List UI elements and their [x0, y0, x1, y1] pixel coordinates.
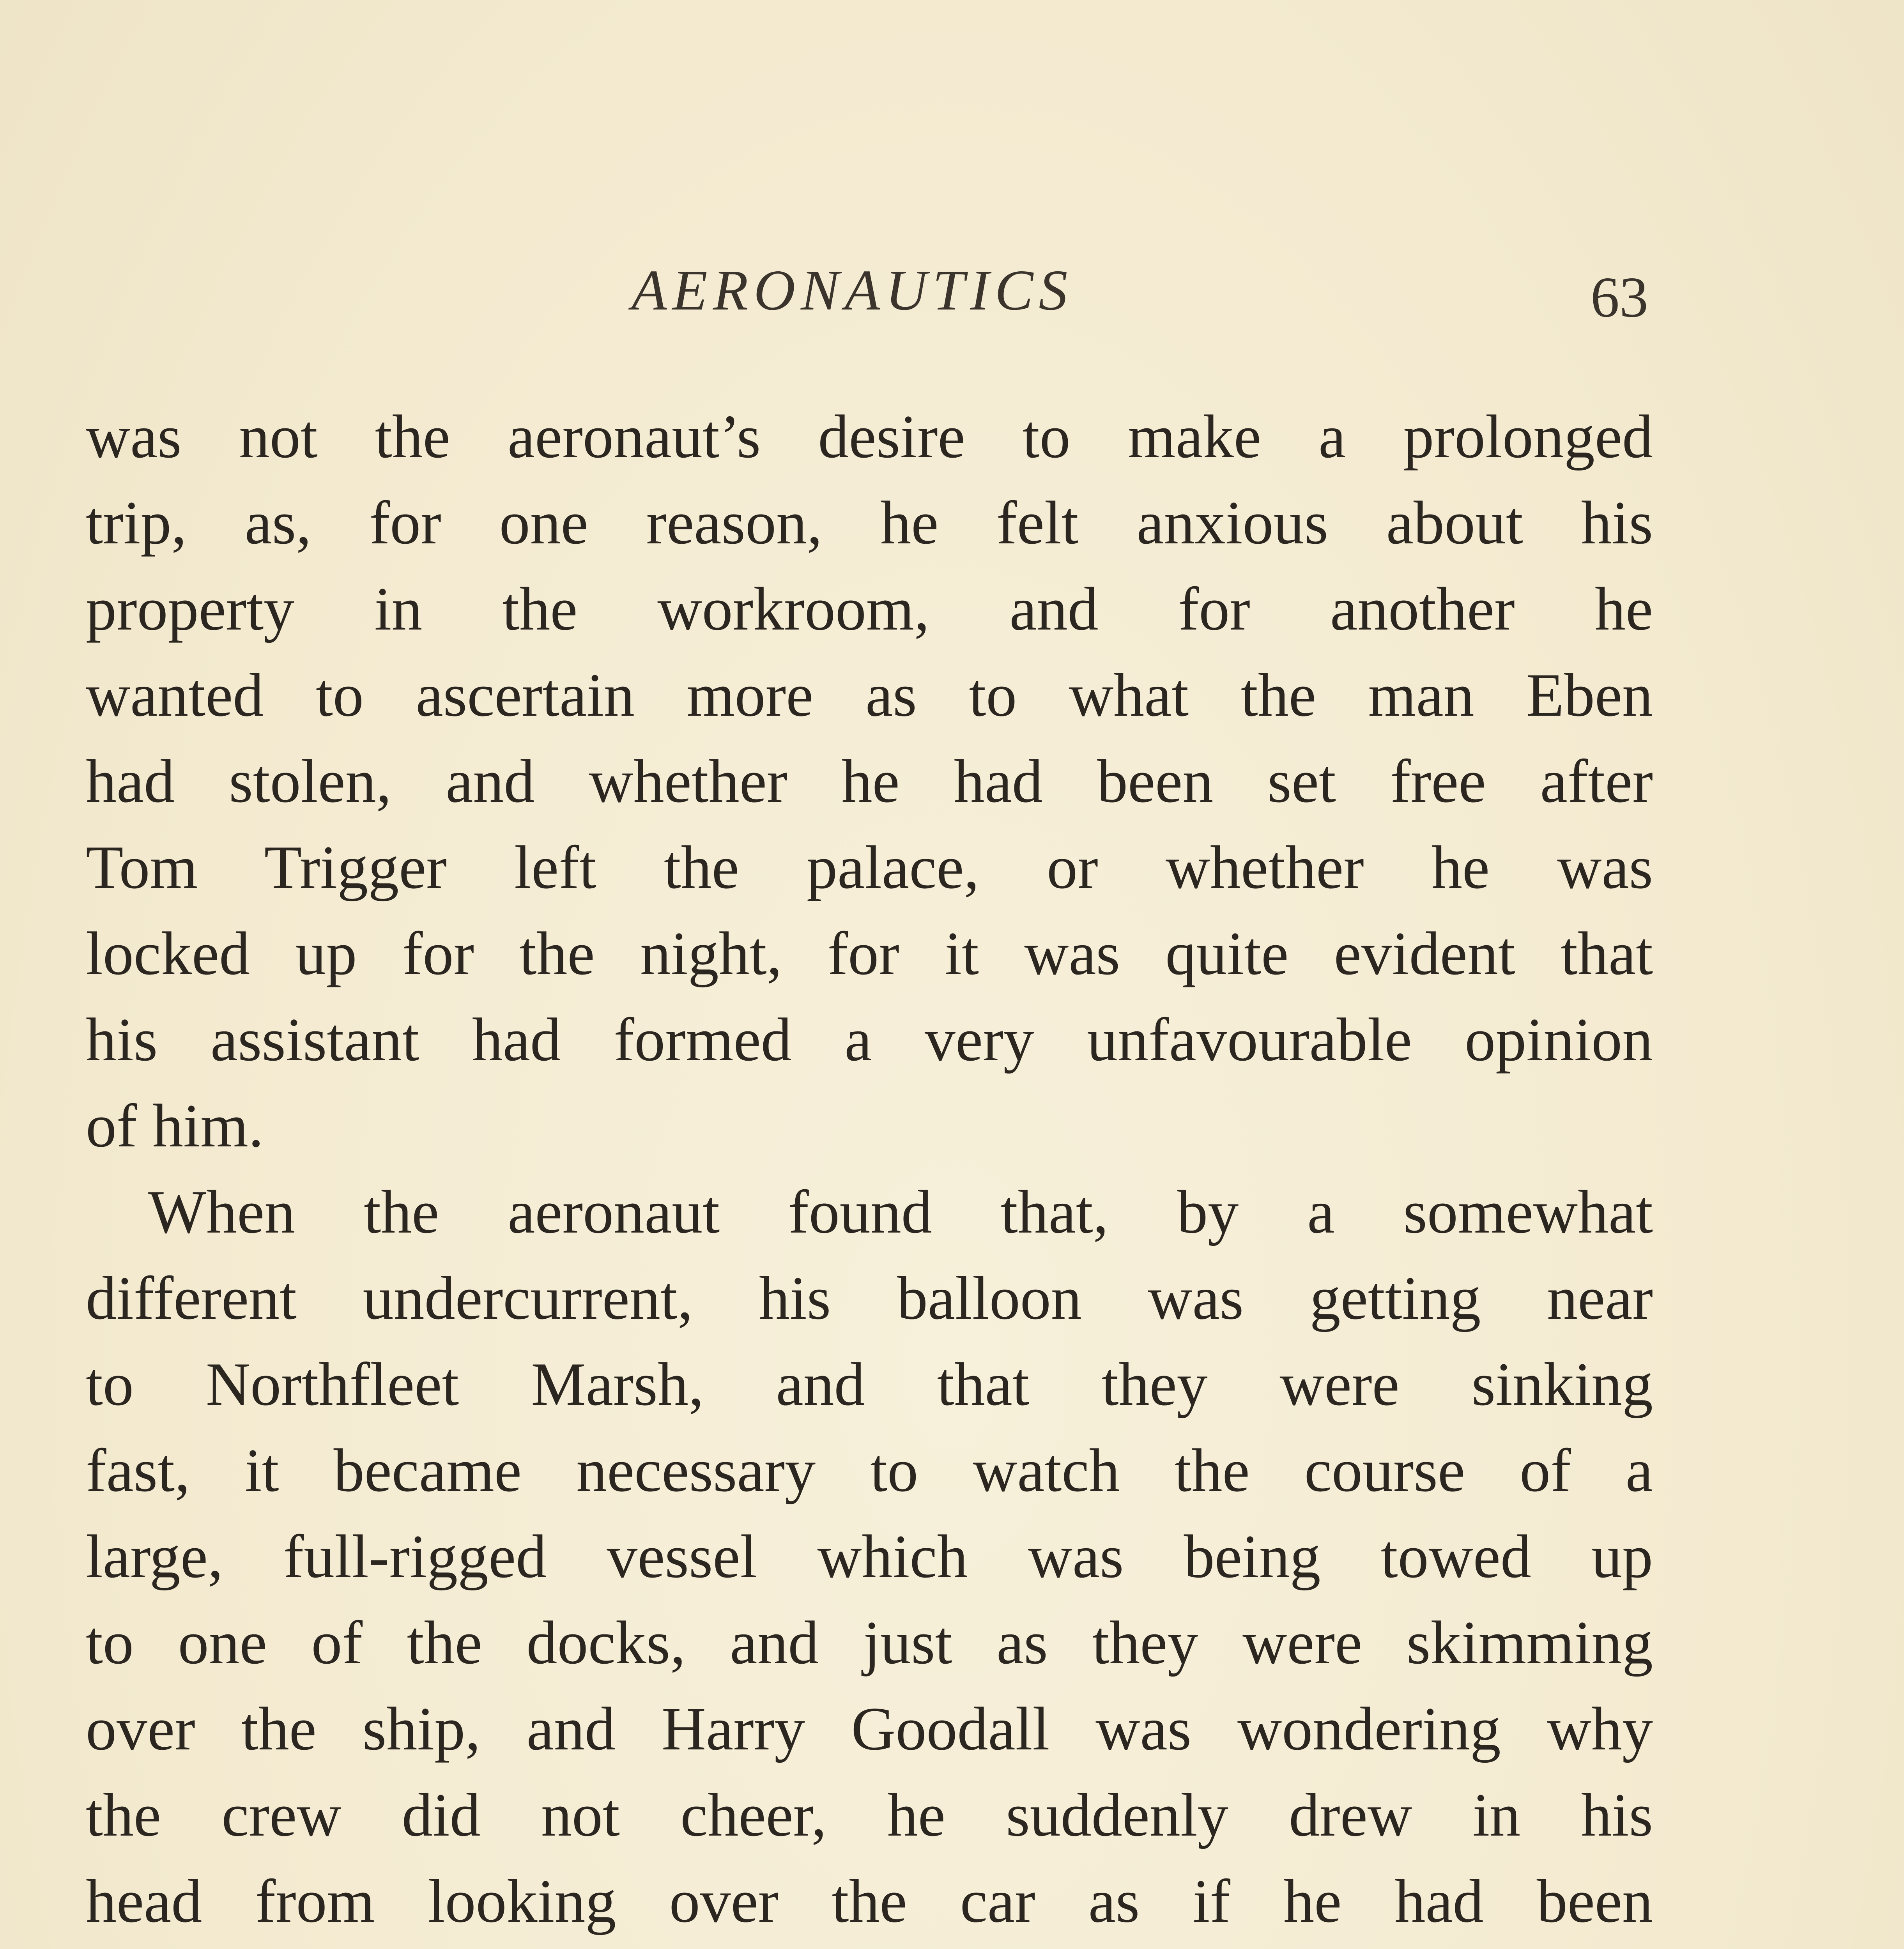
text-line: had stolen, and whether he had been set free after	[86, 747, 1653, 815]
text-line: his assistant had formed a very unfavourable opinion	[86, 1006, 1653, 1074]
text-line: Tom Trigger left the palace, or whether he was	[86, 833, 1653, 902]
text-line: fast, it became necessary to watch the course of a	[86, 1436, 1653, 1505]
text-line: locked up for the night, for it was quite evident that	[86, 920, 1653, 988]
text-line: the crew did not cheer, he suddenly drew in his	[86, 1781, 1653, 1849]
text-line: trip, as, for one reason, he felt anxious about his	[86, 489, 1653, 557]
page-number: 63	[1591, 265, 1648, 329]
body-text	[86, 394, 1653, 1949]
text-line: of him.	[86, 1092, 264, 1160]
text-line: large, full-rigged vessel which was being towed up	[86, 1523, 1653, 1591]
running-header	[0, 257, 1904, 335]
text-line: When the aeronaut found that, by a somewhat	[148, 1178, 1653, 1246]
text-line: to Northfleet Marsh, and that they were sinking	[86, 1350, 1653, 1418]
text-line: over the ship, and Harry Goodall was wondering why	[86, 1695, 1653, 1763]
text-line: different undercurrent, his balloon was getting near	[86, 1264, 1653, 1332]
text-line: wanted to ascertain more as to what the man Eben	[86, 661, 1653, 729]
text-line: was not the aeronaut’s desire to make a prolonged	[86, 403, 1653, 471]
text-line: head from looking over the car as if he had been	[86, 1867, 1653, 1935]
text-line: to one of the docks, and just as they were skimming	[86, 1609, 1653, 1677]
text-line: property in the workroom, and for another he	[86, 575, 1653, 643]
text-line	[86, 1944, 1653, 1949]
running-title: AERONAUTICS	[632, 258, 1073, 322]
